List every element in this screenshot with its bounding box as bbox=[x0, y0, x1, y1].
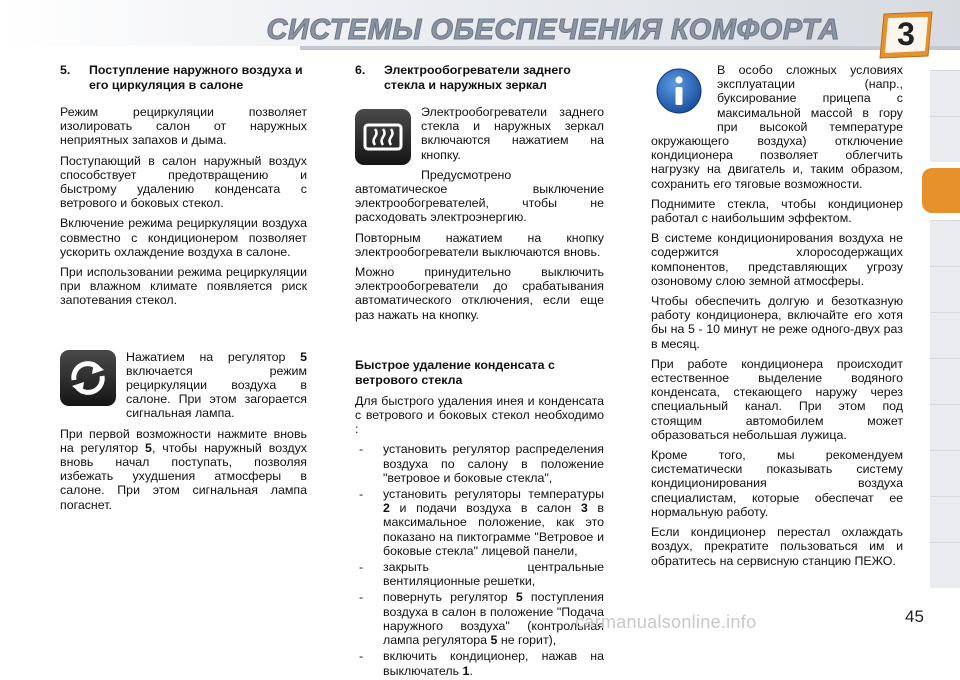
section-title: Поступление наружного воздуха и его циркуляция в салоне bbox=[89, 63, 303, 92]
control-ref: 3 bbox=[580, 501, 588, 516]
chapter-tab-8[interactable] bbox=[930, 404, 960, 450]
chapter-tab-10[interactable] bbox=[930, 496, 960, 542]
page-number: 45 bbox=[905, 607, 924, 626]
chapter-badge bbox=[876, 10, 936, 60]
column-circulation bbox=[60, 63, 307, 518]
text: установить регулятор распределения воздуха по салону в положение "ветровое и боковые стекла", bbox=[383, 442, 604, 485]
text: повернуть регулятор bbox=[383, 590, 516, 605]
spacer bbox=[355, 328, 604, 358]
text: включается режим рециркуляции воздуха в салоне. При этом загорается сигнальная лампа. bbox=[126, 363, 307, 421]
chapter-tab-7[interactable] bbox=[930, 358, 960, 404]
paragraph: При использовании режима рециркуляции при влажном климате появляется риск запотевания стекол. bbox=[60, 265, 307, 308]
paragraph: Поступающий в салон наружный воздух способствует предотвращению и быстрому удалению конденсата с ветрового и боковых стекол. bbox=[60, 153, 307, 211]
control-ref: 5 bbox=[300, 349, 307, 364]
chapter-tab-6[interactable] bbox=[930, 312, 960, 358]
list-item bbox=[355, 649, 604, 677]
paragraph: При работе кондиционера происходит естественное выделение водяного конденсата, стекающего наружу через специальный канал. При этом под стоящим автомобилем может образоваться небольшая лужица. bbox=[651, 356, 903, 442]
text: включить кондиционер, нажав на выключатель bbox=[383, 649, 604, 678]
paragraph: Повторным нажатием на кнопку электрообогреватели выключаются вновь. bbox=[355, 230, 604, 259]
section-heading-6 bbox=[355, 63, 604, 93]
text: установить регуляторы температуры bbox=[383, 487, 604, 502]
list-item bbox=[355, 560, 604, 588]
rear-defrost-icon bbox=[355, 109, 411, 165]
text: и подачи воздуха в салон bbox=[389, 501, 581, 516]
paragraph-regulator-off bbox=[60, 427, 307, 512]
control-ref: 5 bbox=[490, 633, 498, 648]
text: . bbox=[469, 663, 473, 678]
chapter-tab-1[interactable] bbox=[930, 70, 960, 116]
watermark: carmanualsonline.info bbox=[575, 612, 757, 632]
paragraph: Поднимите стекла, чтобы кондиционер работал с наибольшим эффектом. bbox=[651, 196, 903, 226]
paragraph: Электрообогреватели заднего стекла и наружных зеркал включаются нажатием на кнопку. bbox=[421, 105, 604, 162]
section-title: Электрообогреватели заднего стекла и наружных зеркал bbox=[384, 63, 571, 92]
control-ref: 5 bbox=[145, 440, 152, 455]
control-ref: 2 bbox=[383, 501, 390, 516]
paragraph: Кроме того, мы рекомендуем систематически показывать систему кондиционирования воздуха специалистам, которые обеспечат ее нормальную работу. bbox=[651, 448, 903, 519]
text: поступления воздуха в салон в положение "Подача наружного воздуха" (контрольная лампа регулятора bbox=[383, 590, 604, 648]
info-glyph bbox=[651, 63, 707, 119]
text: , чтобы наружный воздух вновь начал поступать, позволяя избежать ухудшения атмосферы в салоне. При этом сигнальная лампа погаснет. bbox=[60, 440, 307, 512]
spacer bbox=[60, 314, 307, 350]
rear-defrost-glyph bbox=[355, 109, 411, 165]
paragraph: Предусмотрено автоматическое выключение электрообогревателей, чтобы не расходовать электроэнергию. bbox=[355, 167, 604, 225]
subsection-intro: Для быстрого удаления инея и конденсата с ветрового и боковых стекол необходимо : bbox=[355, 393, 604, 437]
text: При первой возможности нажмите вновь на регулятор bbox=[60, 426, 307, 455]
chapter-number: 3 bbox=[897, 16, 915, 52]
text: закрыть центральные вентиляционные решетки, bbox=[383, 560, 604, 589]
list-item bbox=[355, 487, 604, 558]
paragraph: Можно принудительно выключить электрообогреватели до срабатывания автоматического отключения, если еще раз нажать на кнопку. bbox=[355, 265, 604, 322]
chapter-tab-2[interactable] bbox=[930, 116, 960, 162]
chapter-tab-5[interactable] bbox=[930, 266, 960, 312]
page-header bbox=[0, 0, 960, 56]
chapter-tab-11[interactable] bbox=[930, 542, 960, 588]
chapter-tab-3-active[interactable] bbox=[922, 168, 960, 213]
info-icon bbox=[651, 63, 707, 119]
chapter-tab-9[interactable] bbox=[930, 450, 960, 496]
paragraph: В системе кондиционирования воздуха не содержится хлоросодержащих компонентов, представляющих угрозу озоновому слою земной атмосферы. bbox=[651, 231, 903, 288]
recirculation-glyph bbox=[60, 350, 116, 406]
section-heading-5 bbox=[60, 63, 307, 93]
section-number: 5. bbox=[60, 63, 71, 77]
paragraph: Чтобы обеспечить долгую и безотказную работу кондиционера, включайте его хотя бы на 5 - 10 минут не реже одного-двух раз в месяц. bbox=[651, 294, 903, 351]
section-number: 6. bbox=[355, 63, 366, 77]
paragraph: Включение режима рециркуляции воздуха совместно с кондиционером позволяет ускорить охлаждение воздуха в салоне. bbox=[60, 216, 307, 259]
defog-steps bbox=[355, 442, 604, 677]
list-item bbox=[355, 590, 604, 647]
subsection-title: Быстрое удаление конденсата с ветрового стекла bbox=[355, 357, 555, 387]
chapter-tab-4[interactable] bbox=[930, 220, 960, 266]
recirculation-icon bbox=[60, 350, 116, 406]
paragraph: Режим рециркуляции позволяет изолировать салон от наружных неприятных запахов и дыма. bbox=[60, 105, 307, 148]
paragraph: Если кондиционер перестал охлаждать воздух, прекратите пользоваться им и обратитесь на сервисную станцию ПЕЖО. bbox=[651, 525, 903, 568]
control-ref: 5 bbox=[515, 590, 523, 605]
text: Нажатием на регулятор bbox=[126, 349, 301, 364]
column-defrost bbox=[355, 63, 604, 680]
column-info bbox=[651, 63, 903, 574]
control-ref: 1 bbox=[462, 663, 470, 678]
paragraph: В особо сложных условиях эксплуатации (напр., буксирование прицепа с максимальной массой в гору при высокой температуре окружающего воздуха) отключение кондиционера позволяет облегчить нагрузку на двигатель и, таким образом, сохранить его тяговые возможности. bbox=[651, 63, 903, 191]
list-item bbox=[355, 442, 604, 485]
text: не горит), bbox=[497, 633, 557, 648]
text: в максимальное положение, как это показано на пиктограмме "Ветровое и боковые стекла" лицевой панели, bbox=[383, 501, 604, 558]
chapter-title: СИСТЕМЫ ОБЕСПЕЧЕНИЯ КОМФОРТА bbox=[266, 14, 840, 46]
